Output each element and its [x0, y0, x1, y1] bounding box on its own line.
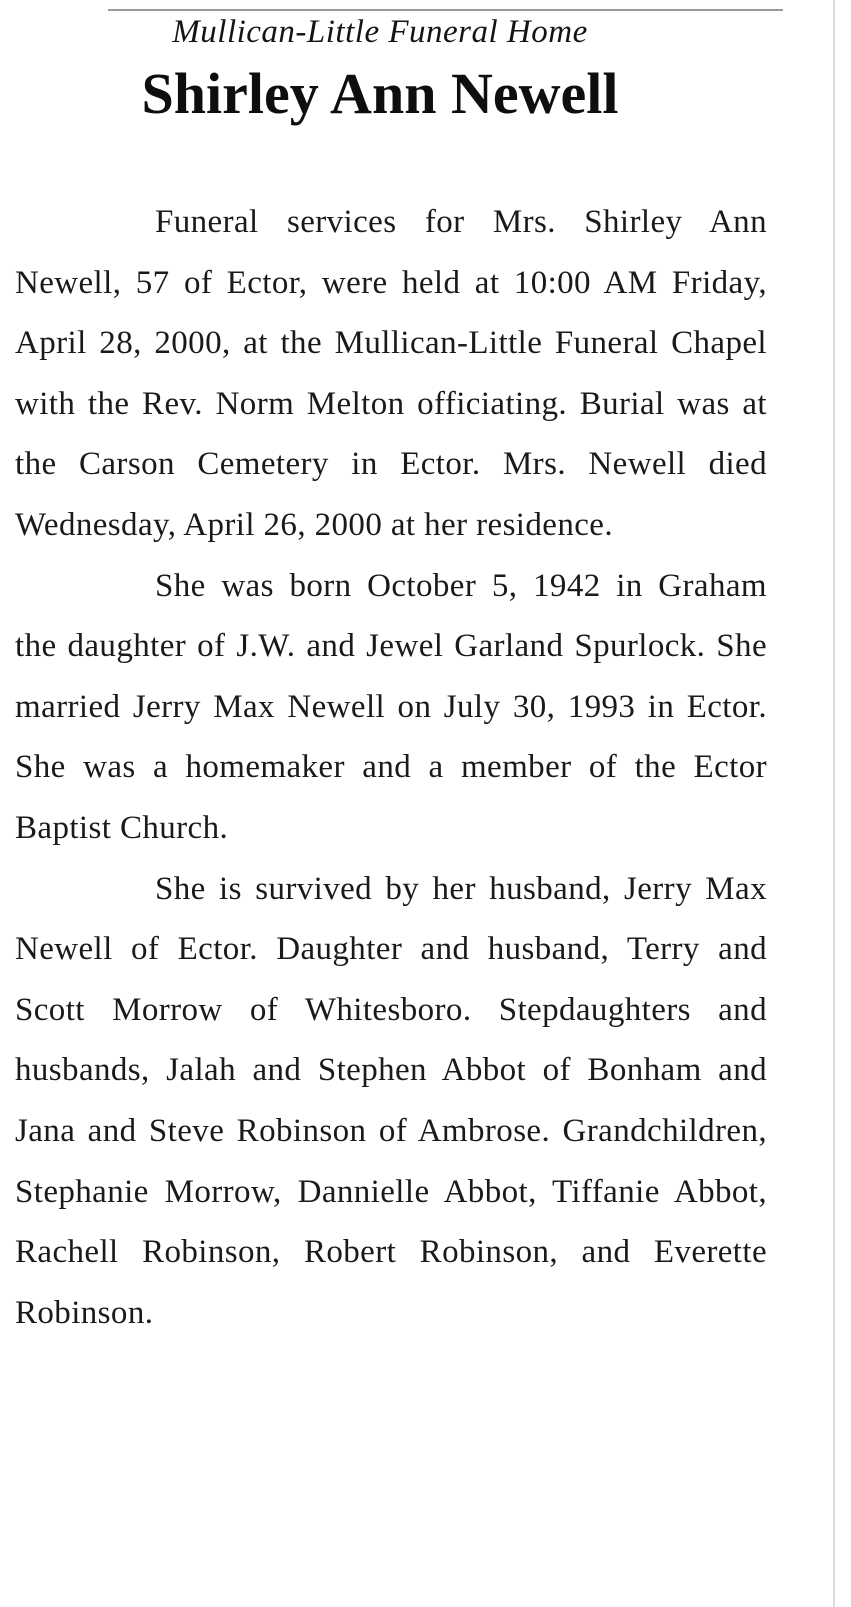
top-divider	[108, 9, 783, 11]
paragraph-survivors: She is survived by her husband, Jerry Max Newell of Ector. Daughter and husband, Terry and Scott Morrow of Whitesboro. Stepdaughters and husbands, Jalah and Stephen Abbot of Bonham and Jana and Steve Robinson of Ambrose. Grandchildren, Stephanie Morrow, Dannielle Abbot, Tiffanie Abbot, Rachell Robinson, Robert Robinson, and Everette Robinson.	[15, 870, 767, 1331]
paragraph-biography: She was born October 5, 1942 in Graham the daughter of J.W. and Jewel Garland Spurlock. She married Jerry Max Newell on July 30, 1993 in Ector. She was a homemaker and a member of the Ector Baptist Church.	[15, 567, 767, 846]
clipping-edge	[833, 0, 835, 1607]
obituary-body	[15, 192, 767, 1343]
funeral-home-heading: Mullican-Little Funeral Home	[172, 14, 588, 50]
deceased-name-title: Shirley Ann Newell	[141, 61, 619, 126]
paragraph-services: Funeral services for Mrs. Shirley Ann Newell, 57 of Ector, were held at 10:00 AM Friday, April 28, 2000, at the Mullican-Little Funeral Chapel with the Rev. Norm Melton officiating. Burial was at the Carson Cemetery in Ector. Mrs. Newell died Wednesday, April 26, 2000 at her residence.	[15, 204, 767, 543]
